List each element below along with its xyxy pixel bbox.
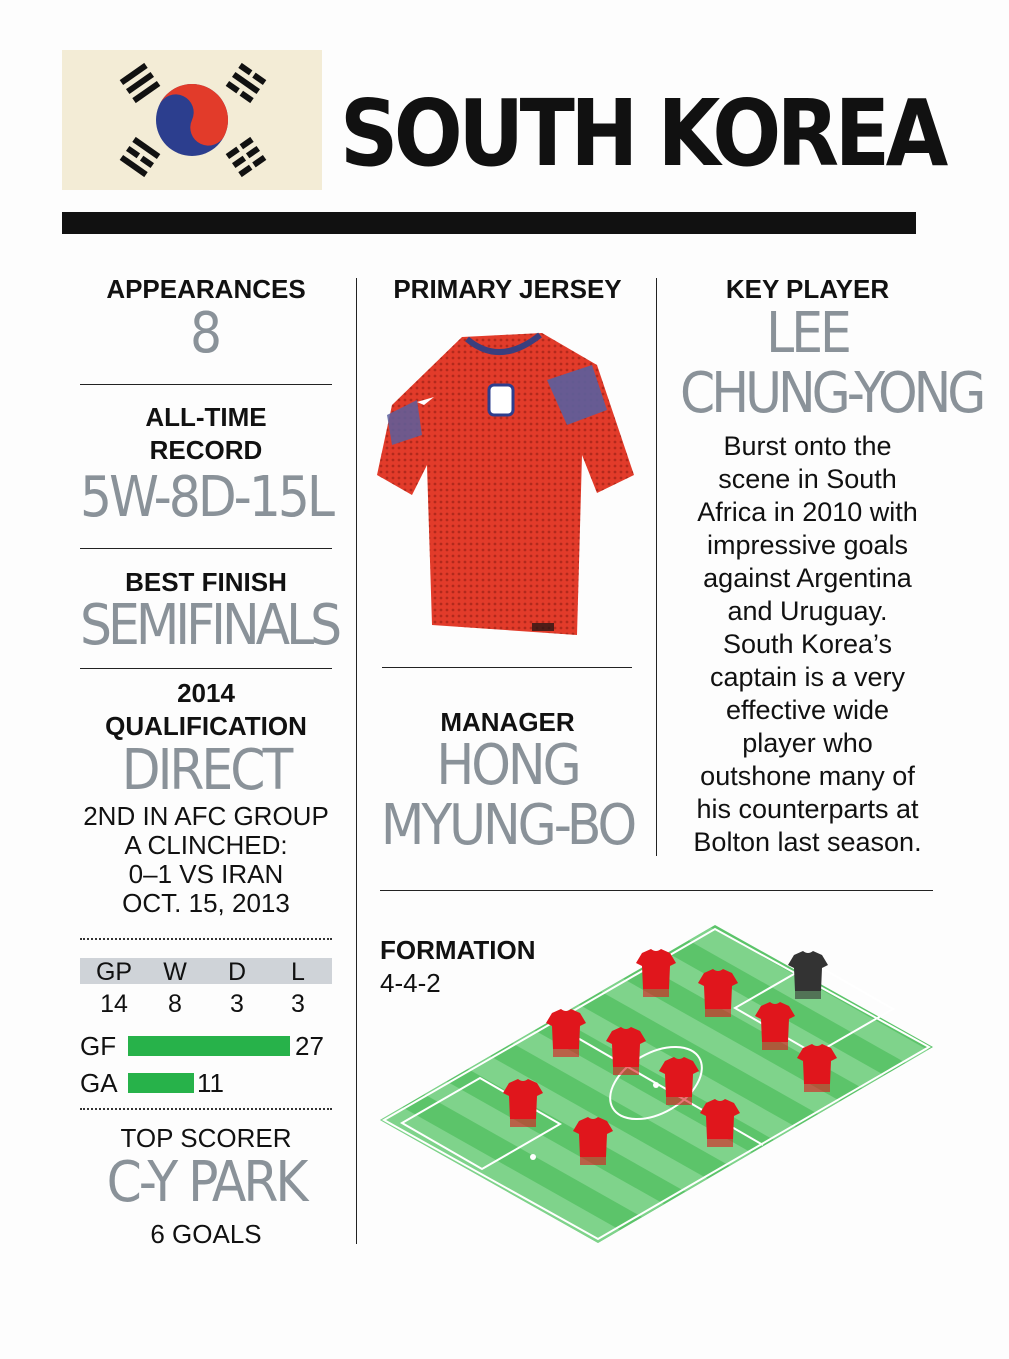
column-divider-right bbox=[656, 278, 657, 856]
divider bbox=[80, 384, 332, 385]
qualification-detail-3: 0–1 VS IRAN bbox=[128, 859, 284, 889]
manager-name-line1: HONG bbox=[436, 733, 579, 798]
bio-line: Africa in 2010 with bbox=[697, 497, 918, 527]
bio-line: against Argentina bbox=[703, 563, 912, 593]
stat-l: 3 bbox=[291, 990, 305, 1018]
formation-pitch bbox=[380, 925, 935, 1250]
bio-line: impressive goals bbox=[706, 530, 909, 560]
south-korea-flag bbox=[62, 50, 322, 190]
stats-header-bar bbox=[80, 958, 332, 984]
divider bbox=[80, 668, 332, 669]
appearances-value: 8 bbox=[189, 301, 223, 366]
ga-label: GA bbox=[80, 1068, 118, 1098]
stat-header-d: D bbox=[227, 958, 247, 986]
divider bbox=[380, 890, 933, 891]
bio-line: captain is a very bbox=[709, 662, 906, 692]
jersey-image bbox=[372, 325, 637, 655]
column-divider-left bbox=[356, 278, 357, 1244]
divider bbox=[382, 667, 632, 668]
record-label-line1: ALL-TIME bbox=[145, 402, 267, 432]
qualification-detail-1: 2ND IN AFC GROUP bbox=[83, 801, 329, 831]
top-scorer-goals: 6 GOALS bbox=[150, 1219, 262, 1249]
gf-label: GF bbox=[80, 1031, 117, 1061]
stat-w: 8 bbox=[168, 990, 182, 1018]
page-title: SOUTH KOREA bbox=[340, 80, 944, 187]
best-finish-label: BEST FINISH bbox=[125, 567, 287, 597]
stat-header-l: L bbox=[291, 958, 305, 986]
jersey-label: PRIMARY JERSEY bbox=[393, 274, 622, 304]
dotted-divider bbox=[80, 938, 332, 940]
bio-line: Burst onto the bbox=[723, 431, 892, 461]
bio-line: outshone many of bbox=[700, 761, 915, 791]
bio-line: his counterparts at bbox=[696, 794, 919, 824]
bio-line: Bolton last season. bbox=[693, 827, 922, 857]
formation-label: FORMATION bbox=[380, 935, 536, 965]
ga-bar bbox=[128, 1073, 194, 1093]
qualification-value: DIRECT bbox=[121, 738, 291, 803]
gf-value: 27 bbox=[295, 1031, 324, 1061]
divider bbox=[80, 548, 332, 549]
stat-gp: 14 bbox=[100, 990, 128, 1018]
stat-header-w: W bbox=[163, 958, 187, 986]
stats-values-row bbox=[80, 990, 332, 1020]
header-rule bbox=[62, 212, 916, 234]
qualification-detail-4: OCT. 15, 2013 bbox=[122, 888, 290, 918]
dotted-divider bbox=[80, 1108, 332, 1110]
stat-d: 3 bbox=[230, 990, 244, 1018]
record-label-line2: RECORD bbox=[149, 435, 263, 465]
qualification-label-line2: QUALIFICATION bbox=[105, 711, 307, 741]
bio-line: player who bbox=[742, 728, 873, 758]
bio-line: scene in South bbox=[718, 464, 897, 494]
bio-line: effective wide bbox=[725, 695, 890, 725]
ga-value: 11 bbox=[197, 1068, 224, 1098]
qualification-detail-2: A CLINCHED: bbox=[124, 830, 288, 860]
key-player-name-line1: LEE bbox=[766, 301, 849, 366]
record-value: 5W-8D-15L bbox=[80, 465, 332, 530]
manager-label: MANAGER bbox=[440, 707, 575, 737]
formation-value: 4-4-2 bbox=[380, 968, 441, 998]
qualification-label-line1: 2014 bbox=[177, 678, 235, 708]
best-finish-value: SEMIFINALS bbox=[80, 593, 339, 658]
top-scorer-label: TOP SCORER bbox=[120, 1123, 292, 1153]
top-scorer-name: C-Y PARK bbox=[106, 1150, 306, 1215]
stat-header-gp: GP bbox=[95, 958, 133, 986]
bio-line: and Uruguay. bbox=[727, 596, 888, 626]
key-player-bio bbox=[680, 430, 935, 859]
key-player-name-line2: CHUNG-YONG bbox=[680, 361, 983, 426]
bio-line: South Korea’s bbox=[722, 629, 893, 659]
key-player-label: KEY PLAYER bbox=[725, 274, 890, 304]
gf-bar bbox=[128, 1036, 290, 1056]
manager-name-line2: MYUNG-BO bbox=[380, 793, 635, 858]
appearances-label: APPEARANCES bbox=[106, 274, 306, 304]
